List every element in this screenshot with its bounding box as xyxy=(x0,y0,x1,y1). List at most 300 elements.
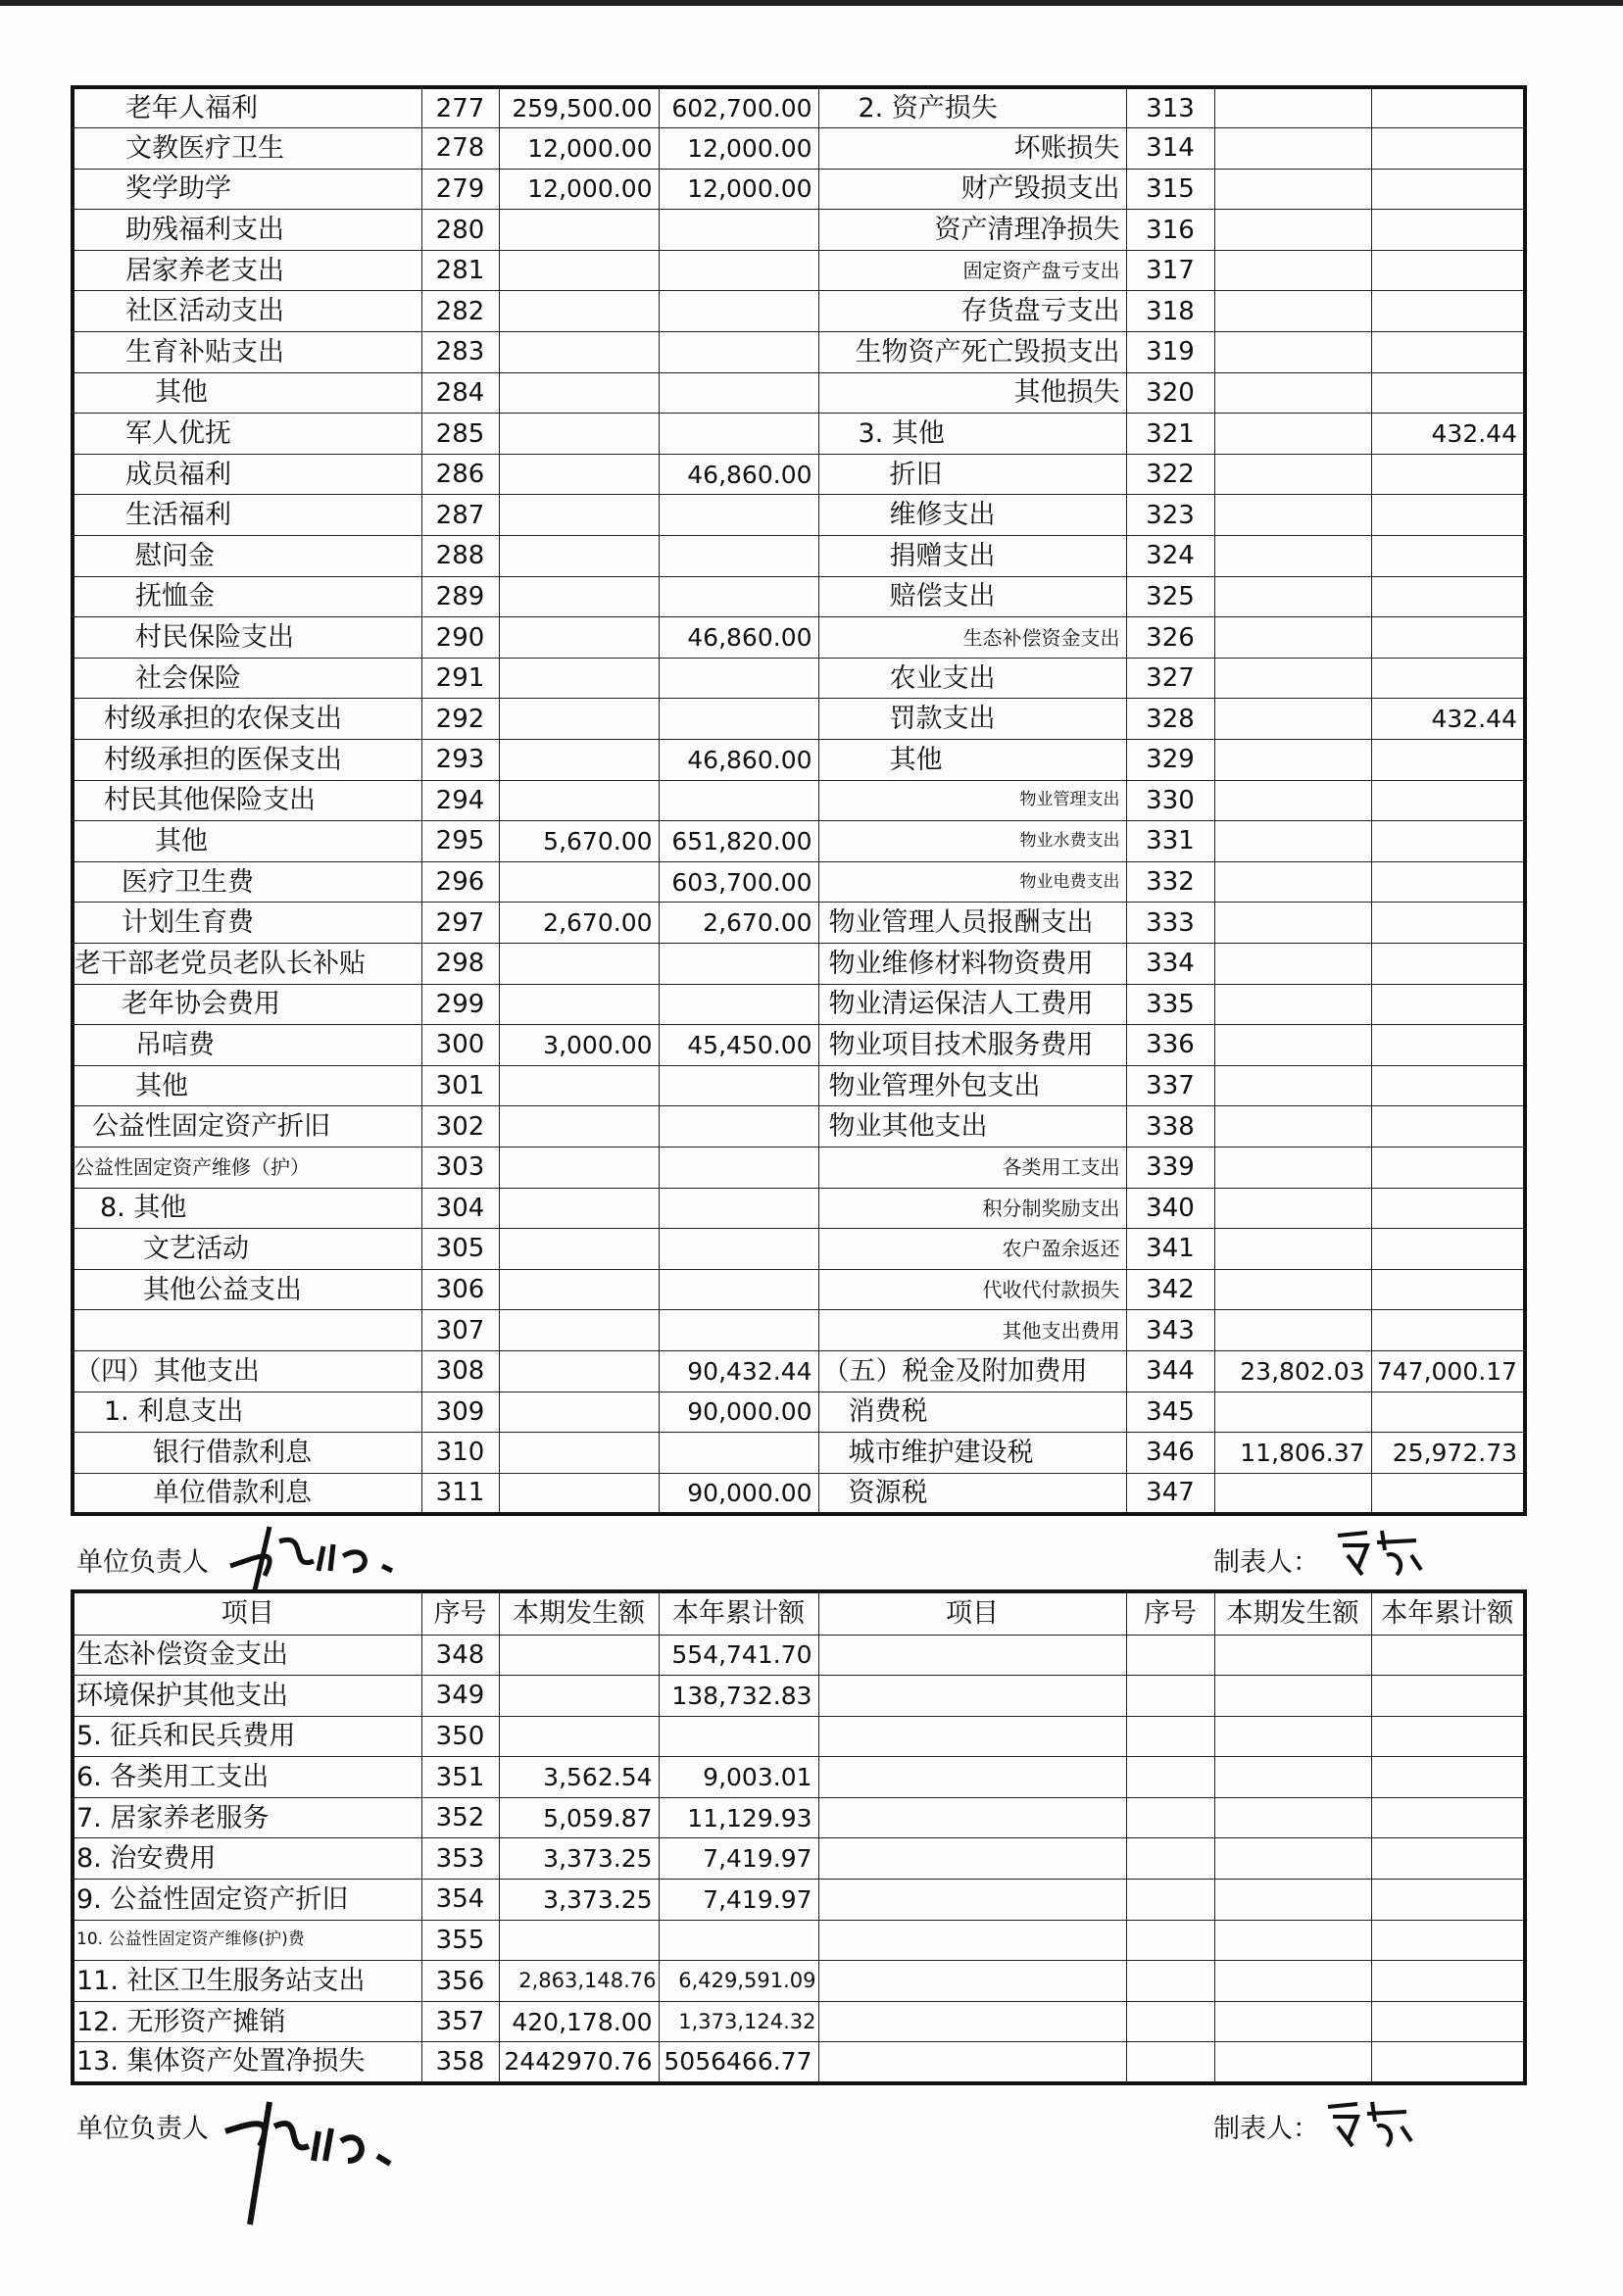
annual-amount-cell xyxy=(659,1269,818,1310)
item2-cell: 物业项目技术服务费用 xyxy=(818,1025,1126,1066)
period2-amount-cell xyxy=(1214,1025,1371,1066)
table-row xyxy=(73,984,1525,1025)
empty-cell xyxy=(1214,1757,1371,1798)
period-amount-cell xyxy=(499,332,659,373)
table-row xyxy=(73,495,1525,536)
empty-cell xyxy=(818,1676,1126,1717)
seq-cell: 284 xyxy=(421,372,499,414)
seq-cell: 292 xyxy=(421,699,499,740)
item2-cell: 物业管理支出 xyxy=(818,780,1126,821)
item2-cell: 其他损失 xyxy=(818,372,1126,414)
period-amount-cell xyxy=(499,861,659,903)
period-amount-cell: 5,059.87 xyxy=(499,1797,659,1838)
period2-amount-cell xyxy=(1214,984,1371,1025)
empty-cell xyxy=(1371,1635,1525,1676)
seq2-cell: 321 xyxy=(1126,414,1214,455)
item-cell: 老干部老党员老队长补贴 xyxy=(73,943,421,984)
item2-cell: 城市维护建设税 xyxy=(818,1433,1126,1474)
annual2-amount-cell xyxy=(1371,821,1525,862)
seq-cell: 308 xyxy=(421,1350,499,1392)
item2-cell: 固定资产盘亏支出 xyxy=(818,250,1126,291)
seq2-cell: 320 xyxy=(1126,372,1214,414)
empty-cell xyxy=(1126,1757,1214,1798)
seq-cell: 279 xyxy=(421,169,499,210)
item-cell: 银行借款利息 xyxy=(73,1433,421,1474)
seq2-cell: 344 xyxy=(1126,1350,1214,1392)
seq-cell: 301 xyxy=(421,1065,499,1106)
seq-cell: 287 xyxy=(421,495,499,536)
period-amount-cell xyxy=(499,1473,659,1514)
period-amount-cell xyxy=(499,984,659,1025)
annual2-amount-cell xyxy=(1371,1188,1525,1229)
period2-amount-cell: 23,802.03 xyxy=(1214,1350,1371,1392)
period-amount-cell xyxy=(499,699,659,740)
period2-amount-cell xyxy=(1214,903,1371,944)
annual-amount-cell xyxy=(659,1147,818,1188)
empty-cell xyxy=(818,1920,1126,1961)
table-row xyxy=(73,1797,1525,1838)
responsible-signature-2 xyxy=(216,2087,412,2234)
period2-amount-cell xyxy=(1214,87,1371,128)
table-row xyxy=(73,414,1525,455)
annual2-amount-cell: 432.44 xyxy=(1371,414,1525,455)
annual2-amount-cell xyxy=(1371,780,1525,821)
item2-cell: 消费税 xyxy=(818,1392,1126,1433)
annual-amount-cell: 5056466.77 xyxy=(659,2042,818,2083)
period2-amount-cell xyxy=(1214,536,1371,577)
seq-cell: 310 xyxy=(421,1433,499,1474)
expense-table-top xyxy=(71,85,1527,1516)
period2-amount-cell xyxy=(1214,1106,1371,1148)
period-amount-cell xyxy=(499,1106,659,1148)
item-cell: 公益性固定资产折旧 xyxy=(73,1106,421,1148)
period2-amount-cell xyxy=(1214,372,1371,414)
seq2-cell: 328 xyxy=(1126,699,1214,740)
item2-cell: 代收代付款损失 xyxy=(818,1269,1126,1310)
annual2-amount-cell xyxy=(1371,454,1525,495)
period2-amount-cell: 11,806.37 xyxy=(1214,1433,1371,1474)
seq-cell: 302 xyxy=(421,1106,499,1148)
period-amount-cell xyxy=(499,1920,659,1961)
seq2-cell: 327 xyxy=(1126,658,1214,699)
table-row xyxy=(73,1147,1525,1188)
table-row xyxy=(73,372,1525,414)
empty-cell xyxy=(818,1757,1126,1798)
seq-cell: 348 xyxy=(421,1635,499,1676)
annual-amount-cell: 603,700.00 xyxy=(659,861,818,903)
empty-cell xyxy=(1126,1880,1214,1921)
item-cell: 9. 公益性固定资产折旧 xyxy=(73,1880,421,1921)
column-header: 本年累计额 xyxy=(659,1591,818,1635)
annual-amount-cell: 9,003.01 xyxy=(659,1757,818,1798)
item2-cell: 其他 xyxy=(818,740,1126,781)
item2-cell: 积分制奖励支出 xyxy=(818,1188,1126,1229)
annual-amount-cell: 554,741.70 xyxy=(659,1635,818,1676)
annual-amount-cell: 46,860.00 xyxy=(659,454,818,495)
period-amount-cell: 259,500.00 xyxy=(499,87,659,128)
empty-cell xyxy=(1126,2001,1214,2042)
seq2-cell: 343 xyxy=(1126,1310,1214,1351)
item-cell: 12. 无形资产摊销 xyxy=(73,2001,421,2042)
annual-amount-cell: 90,000.00 xyxy=(659,1473,818,1514)
seq-cell: 304 xyxy=(421,1188,499,1229)
column-header: 项目 xyxy=(73,1591,421,1635)
annual-amount-cell: 12,000.00 xyxy=(659,128,818,170)
period2-amount-cell xyxy=(1214,780,1371,821)
empty-cell xyxy=(1371,1961,1525,2002)
item-cell: 军人优抚 xyxy=(73,414,421,455)
seq2-cell: 318 xyxy=(1126,291,1214,332)
table-row xyxy=(73,87,1525,128)
table-row xyxy=(73,536,1525,577)
empty-cell xyxy=(1371,1797,1525,1838)
preparer-label-2: 制表人： xyxy=(1213,2114,1319,2144)
table-row xyxy=(73,1392,1525,1433)
table-row xyxy=(73,128,1525,170)
table-row xyxy=(73,332,1525,373)
annual-amount-cell xyxy=(659,1920,818,1961)
annual2-amount-cell xyxy=(1371,332,1525,373)
table-row xyxy=(73,1229,1525,1270)
annual2-amount-cell xyxy=(1371,861,1525,903)
annual-amount-cell: 11,129.93 xyxy=(659,1797,818,1838)
empty-cell xyxy=(1126,2042,1214,2083)
period-amount-cell xyxy=(499,1310,659,1351)
seq2-cell: 335 xyxy=(1126,984,1214,1025)
table-row xyxy=(73,943,1525,984)
annual-amount-cell xyxy=(659,414,818,455)
period-amount-cell xyxy=(499,1433,659,1474)
seq-cell: 293 xyxy=(421,740,499,781)
period-amount-cell xyxy=(499,1392,659,1433)
period2-amount-cell xyxy=(1214,128,1371,170)
item-cell: 单位借款利息 xyxy=(73,1473,421,1514)
annual-amount-cell: 12,000.00 xyxy=(659,169,818,210)
table-row xyxy=(73,210,1525,251)
annual-amount-cell: 138,732.83 xyxy=(659,1676,818,1717)
seq2-cell: 319 xyxy=(1126,332,1214,373)
annual-amount-cell xyxy=(659,943,818,984)
empty-cell xyxy=(818,2042,1126,2083)
annual2-amount-cell xyxy=(1371,943,1525,984)
table-row xyxy=(73,1473,1525,1514)
seq-cell: 356 xyxy=(421,1961,499,2002)
annual-amount-cell xyxy=(659,250,818,291)
item-cell: 其他公益支出 xyxy=(73,1269,421,1310)
column-header: 本年累计额 xyxy=(1371,1591,1525,1635)
item2-cell: 捐赠支出 xyxy=(818,536,1126,577)
period-amount-cell xyxy=(499,1065,659,1106)
seq-cell: 281 xyxy=(421,250,499,291)
item-cell: 1. 利息支出 xyxy=(73,1392,421,1433)
period2-amount-cell xyxy=(1214,1147,1371,1188)
period-amount-cell: 3,373.25 xyxy=(499,1838,659,1880)
item-cell: 生育补贴支出 xyxy=(73,332,421,373)
period-amount-cell: 2,670.00 xyxy=(499,903,659,944)
period-amount-cell xyxy=(499,454,659,495)
period-amount-cell xyxy=(499,414,659,455)
period2-amount-cell xyxy=(1214,699,1371,740)
period-amount-cell xyxy=(499,1269,659,1310)
annual2-amount-cell xyxy=(1371,87,1525,128)
item-cell: 13. 集体资产处置净损失 xyxy=(73,2042,421,2083)
item2-cell: 生物资产死亡毁损支出 xyxy=(818,332,1126,373)
annual2-amount-cell xyxy=(1371,1106,1525,1148)
table-row xyxy=(73,1433,1525,1474)
period2-amount-cell xyxy=(1214,210,1371,251)
item-cell: 其他 xyxy=(73,372,421,414)
annual2-amount-cell xyxy=(1371,1392,1525,1433)
table-row xyxy=(73,1188,1525,1229)
period-amount-cell xyxy=(499,372,659,414)
table-row xyxy=(73,1350,1525,1392)
item2-cell: 3. 其他 xyxy=(818,414,1126,455)
empty-cell xyxy=(1214,1716,1371,1757)
seq2-cell: 334 xyxy=(1126,943,1214,984)
seq-cell: 309 xyxy=(421,1392,499,1433)
expense-table-bottom xyxy=(71,1589,1527,2085)
annual-amount-cell xyxy=(659,699,818,740)
period-amount-cell xyxy=(499,740,659,781)
period-amount-cell: 3,373.25 xyxy=(499,1880,659,1921)
header-row xyxy=(73,1591,1525,1635)
item2-cell: 资产清理净损失 xyxy=(818,210,1126,251)
empty-cell xyxy=(818,1880,1126,1921)
annual-amount-cell xyxy=(659,1188,818,1229)
table-row xyxy=(73,1961,1525,2002)
empty-cell xyxy=(1371,2042,1525,2083)
item-cell: 生活福利 xyxy=(73,495,421,536)
empty-cell xyxy=(818,1635,1126,1676)
responsible-signature xyxy=(221,1517,426,1595)
item-cell: 5. 征兵和民兵费用 xyxy=(73,1716,421,1757)
period-amount-cell xyxy=(499,1676,659,1717)
table-row xyxy=(73,1065,1525,1106)
item2-cell: 折旧 xyxy=(818,454,1126,495)
seq2-cell: 347 xyxy=(1126,1473,1214,1514)
seq-cell: 358 xyxy=(421,2042,499,2083)
table-row xyxy=(73,576,1525,617)
period2-amount-cell xyxy=(1214,740,1371,781)
seq2-cell: 340 xyxy=(1126,1188,1214,1229)
empty-cell xyxy=(1126,1797,1214,1838)
annual2-amount-cell xyxy=(1371,291,1525,332)
item2-cell: 存货盘亏支出 xyxy=(818,291,1126,332)
item2-cell: 生态补偿资金支出 xyxy=(818,617,1126,659)
period2-amount-cell xyxy=(1214,454,1371,495)
seq2-cell: 333 xyxy=(1126,903,1214,944)
annual-amount-cell: 6,429,591.09 xyxy=(659,1961,818,2002)
period-amount-cell xyxy=(499,250,659,291)
empty-cell xyxy=(1371,1716,1525,1757)
item2-cell: 物业水费支出 xyxy=(818,821,1126,862)
annual2-amount-cell xyxy=(1371,210,1525,251)
empty-cell xyxy=(1126,1635,1214,1676)
table-row xyxy=(73,1838,1525,1880)
seq2-cell: 313 xyxy=(1126,87,1214,128)
item-cell: 村民保险支出 xyxy=(73,617,421,659)
period2-amount-cell xyxy=(1214,1473,1371,1514)
item-cell: 生态补偿资金支出 xyxy=(73,1635,421,1676)
table-row xyxy=(73,1635,1525,1676)
item2-cell: 物业清运保洁人工费用 xyxy=(818,984,1126,1025)
empty-cell xyxy=(818,1961,1126,2002)
period-amount-cell xyxy=(499,943,659,984)
table-row xyxy=(73,658,1525,699)
annual2-amount-cell xyxy=(1371,1025,1525,1066)
annual2-amount-cell xyxy=(1371,495,1525,536)
annual-amount-cell xyxy=(659,372,818,414)
period-amount-cell xyxy=(499,536,659,577)
annual-amount-cell: 46,860.00 xyxy=(659,617,818,659)
preparer-signature xyxy=(1328,1521,1436,1580)
period2-amount-cell xyxy=(1214,821,1371,862)
period2-amount-cell xyxy=(1214,1392,1371,1433)
period2-amount-cell xyxy=(1214,414,1371,455)
seq2-cell: 323 xyxy=(1126,495,1214,536)
preparer-signature-2 xyxy=(1318,2092,1426,2151)
table-row xyxy=(73,699,1525,740)
seq2-cell: 339 xyxy=(1126,1147,1214,1188)
period-amount-cell: 12,000.00 xyxy=(499,128,659,170)
preparer-label: 制表人： xyxy=(1213,1547,1319,1578)
empty-cell xyxy=(1126,1920,1214,1961)
annual-amount-cell xyxy=(659,1229,818,1270)
item2-cell: 物业管理人员报酬支出 xyxy=(818,903,1126,944)
annual-amount-cell xyxy=(659,984,818,1025)
empty-cell xyxy=(1126,1676,1214,1717)
period-amount-cell xyxy=(499,658,659,699)
item-cell: 社区活动支出 xyxy=(73,291,421,332)
period-amount-cell: 12,000.00 xyxy=(499,169,659,210)
empty-cell xyxy=(1371,1838,1525,1880)
annual-amount-cell xyxy=(659,210,818,251)
annual2-amount-cell xyxy=(1371,250,1525,291)
item-cell: 成员福利 xyxy=(73,454,421,495)
period-amount-cell xyxy=(499,1147,659,1188)
item-cell: 计划生育费 xyxy=(73,903,421,944)
empty-cell xyxy=(1126,1716,1214,1757)
seq-cell: 350 xyxy=(421,1716,499,1757)
seq-cell: 352 xyxy=(421,1797,499,1838)
period-amount-cell: 3,562.54 xyxy=(499,1757,659,1798)
seq2-cell: 330 xyxy=(1126,780,1214,821)
table-row xyxy=(73,821,1525,862)
empty-cell xyxy=(1214,1635,1371,1676)
item-cell: 吊唁费 xyxy=(73,1025,421,1066)
period-amount-cell xyxy=(499,780,659,821)
item-cell: 村民其他保险支出 xyxy=(73,780,421,821)
seq-cell: 278 xyxy=(421,128,499,170)
annual2-amount-cell xyxy=(1371,1473,1525,1514)
seq-cell: 288 xyxy=(421,536,499,577)
seq-cell: 289 xyxy=(421,576,499,617)
item-cell: 居家养老支出 xyxy=(73,250,421,291)
annual-amount-cell xyxy=(659,576,818,617)
annual2-amount-cell xyxy=(1371,1065,1525,1106)
seq-cell: 295 xyxy=(421,821,499,862)
item2-cell: 罚款支出 xyxy=(818,699,1126,740)
annual2-amount-cell: 432.44 xyxy=(1371,699,1525,740)
annual-amount-cell xyxy=(659,1106,818,1148)
item-cell: 文艺活动 xyxy=(73,1229,421,1270)
item-cell: 村级承担的农保支出 xyxy=(73,699,421,740)
seq-cell: 286 xyxy=(421,454,499,495)
seq2-cell: 332 xyxy=(1126,861,1214,903)
empty-cell xyxy=(1214,1838,1371,1880)
period-amount-cell: 3,000.00 xyxy=(499,1025,659,1066)
item2-cell: 赔偿支出 xyxy=(818,576,1126,617)
seq-cell: 299 xyxy=(421,984,499,1025)
annual2-amount-cell xyxy=(1371,903,1525,944)
empty-cell xyxy=(818,1716,1126,1757)
period2-amount-cell xyxy=(1214,617,1371,659)
period-amount-cell: 2442970.76 xyxy=(499,2042,659,2083)
seq-cell: 294 xyxy=(421,780,499,821)
annual-amount-cell xyxy=(659,536,818,577)
item-cell: 村级承担的医保支出 xyxy=(73,740,421,781)
seq2-cell: 324 xyxy=(1126,536,1214,577)
annual2-amount-cell xyxy=(1371,128,1525,170)
seq-cell: 298 xyxy=(421,943,499,984)
annual-amount-cell xyxy=(659,658,818,699)
period2-amount-cell xyxy=(1214,576,1371,617)
annual2-amount-cell xyxy=(1371,984,1525,1025)
empty-cell xyxy=(1371,1880,1525,1921)
item2-cell: 维修支出 xyxy=(818,495,1126,536)
item-cell: 11. 社区卫生服务站支出 xyxy=(73,1961,421,2002)
table-row xyxy=(73,1880,1525,1921)
item2-cell: 资源税 xyxy=(818,1473,1126,1514)
annual-amount-cell: 602,700.00 xyxy=(659,87,818,128)
item-cell: 7. 居家养老服务 xyxy=(73,1797,421,1838)
period-amount-cell xyxy=(499,576,659,617)
annual2-amount-cell xyxy=(1371,1229,1525,1270)
annual-amount-cell xyxy=(659,1716,818,1757)
annual2-amount-cell xyxy=(1371,1310,1525,1351)
table-row xyxy=(73,1106,1525,1148)
item-cell: 10. 公益性固定资产维修(护)费 xyxy=(73,1920,421,1961)
table-row xyxy=(73,1920,1525,1961)
annual2-amount-cell xyxy=(1371,169,1525,210)
annual-amount-cell: 46,860.00 xyxy=(659,740,818,781)
seq2-cell: 337 xyxy=(1126,1065,1214,1106)
empty-cell xyxy=(1371,1676,1525,1717)
seq-cell: 283 xyxy=(421,332,499,373)
seq2-cell: 338 xyxy=(1126,1106,1214,1148)
item-cell: 助残福利支出 xyxy=(73,210,421,251)
seq2-cell: 342 xyxy=(1126,1269,1214,1310)
item-cell: 环境保护其他支出 xyxy=(73,1676,421,1717)
table-row xyxy=(73,617,1525,659)
column-header: 本期发生额 xyxy=(1214,1591,1371,1635)
empty-cell xyxy=(1371,1920,1525,1961)
annual-amount-cell xyxy=(659,495,818,536)
seq2-cell: 315 xyxy=(1126,169,1214,210)
empty-cell xyxy=(1214,1880,1371,1921)
item2-cell: 财产毁损支出 xyxy=(818,169,1126,210)
empty-cell xyxy=(818,1838,1126,1880)
seq2-cell: 325 xyxy=(1126,576,1214,617)
item2-cell: 坏账损失 xyxy=(818,128,1126,170)
annual2-amount-cell xyxy=(1371,576,1525,617)
annual2-amount-cell xyxy=(1371,536,1525,577)
period2-amount-cell xyxy=(1214,169,1371,210)
item-cell xyxy=(73,1310,421,1351)
annual-amount-cell: 7,419.97 xyxy=(659,1838,818,1880)
table-row xyxy=(73,740,1525,781)
period-amount-cell xyxy=(499,291,659,332)
